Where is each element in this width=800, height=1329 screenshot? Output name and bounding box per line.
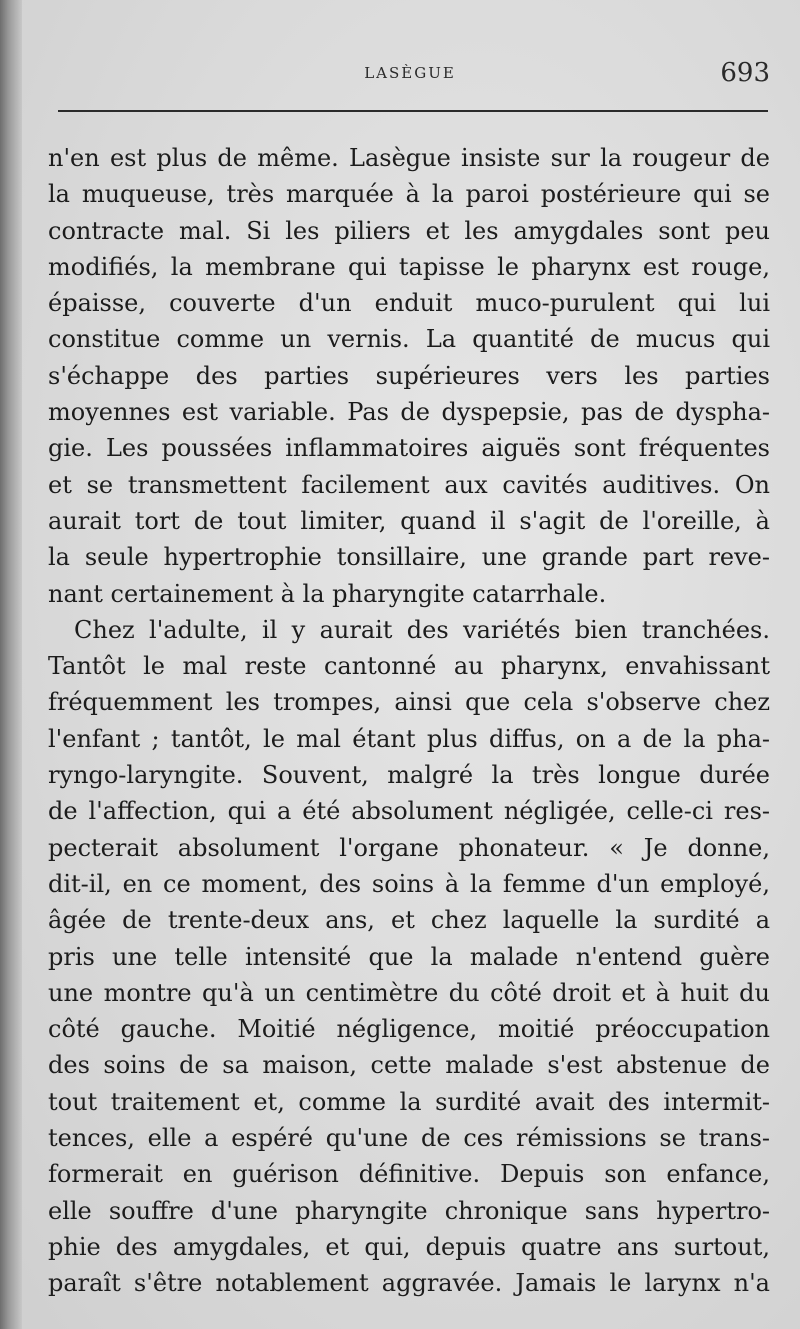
text-line: phie des amygdales, et qui, depuis quatre ans surtout,: [48, 1232, 770, 1261]
text-line: pecterait absolument l'organe phonateur. « Je donne,: [48, 833, 770, 862]
text-line: Tantôt le mal reste cantonné au pharynx, envahissant: [48, 652, 770, 681]
text-line: s'échappe des parties supérieures vers les parties: [48, 361, 770, 390]
text-line: tences, elle a espéré qu'une de ces rémissions se trans-: [48, 1124, 770, 1153]
text-line: côté gauche. Moitié négligence, moitié préoccupation: [48, 1015, 770, 1044]
text-line: paraît s'être notablement aggravée. Jamais le larynx n'a: [48, 1269, 770, 1298]
text-line: moyennes est variable. Pas de dyspepsie, pas de dyspha-: [48, 398, 770, 427]
text-line: formerait en guérison définitive. Depuis son enfance,: [48, 1160, 770, 1189]
page-number: 693: [720, 58, 770, 88]
text-line: et se transmettent facilement aux cavités auditives. On: [48, 470, 770, 499]
binding-edge: [0, 0, 22, 1329]
text-line: la muqueuse, très marquée à la paroi postérieure qui se: [48, 180, 770, 209]
page-header: [50, 58, 770, 88]
text-line: aurait tort de tout limiter, quand il s'agit de l'oreille, à: [48, 506, 770, 535]
header-rule: [58, 110, 768, 112]
text-line: pris une telle intensité que la malade n'entend guère: [48, 942, 770, 971]
text-line: ryngo-laryngite. Souvent, malgré la très longue durée: [48, 761, 770, 790]
text-line: tout traitement et, comme la surdité avait des intermit-: [48, 1087, 770, 1116]
text-line: l'enfant ; tantôt, le mal étant plus diffus, on a de la pha-: [48, 724, 770, 753]
text-line: des soins de sa maison, cette malade s'est abstenue de: [48, 1051, 770, 1080]
text-line: contracte mal. Si les piliers et les amygdales sont peu: [48, 216, 770, 245]
text-line: elle souffre d'une pharyngite chronique sans hypertro-: [48, 1196, 770, 1225]
text-line: la seule hypertrophie tonsillaire, une grande part reve-: [48, 543, 770, 572]
text-line: épaisse, couverte d'un enduit muco-purulent qui lui: [48, 289, 770, 318]
text-line: Chez l'adulte, il y aurait des variétés bien tranchées.: [74, 615, 770, 644]
text-line: constitue comme un vernis. La quantité de mucus qui: [48, 325, 770, 354]
text-line: n'en est plus de même. Lasègue insiste sur la rougeur de: [48, 144, 770, 172]
text-line: de l'affection, qui a été absolument négligée, celle-ci res-: [48, 797, 770, 826]
running-title: LASÈGUE: [364, 64, 456, 82]
text-line: une montre qu'à un centimètre du côté droit et à huit du: [48, 978, 770, 1007]
body-text: [48, 140, 770, 1302]
text-line: nant certainement à la pharyngite catarrhale.: [48, 579, 607, 608]
text-line: âgée de trente-deux ans, et chez laquelle la surdité a: [48, 906, 770, 935]
text-line: modifiés, la membrane qui tapisse le pharynx est rouge,: [48, 252, 770, 281]
text-line: fréquemment les trompes, ainsi que cela s'observe chez: [48, 688, 770, 717]
text-line: gie. Les poussées inflammatoires aiguës sont fréquentes: [48, 434, 770, 463]
text-line: dit-il, en ce moment, des soins à la femme d'un employé,: [48, 869, 770, 898]
